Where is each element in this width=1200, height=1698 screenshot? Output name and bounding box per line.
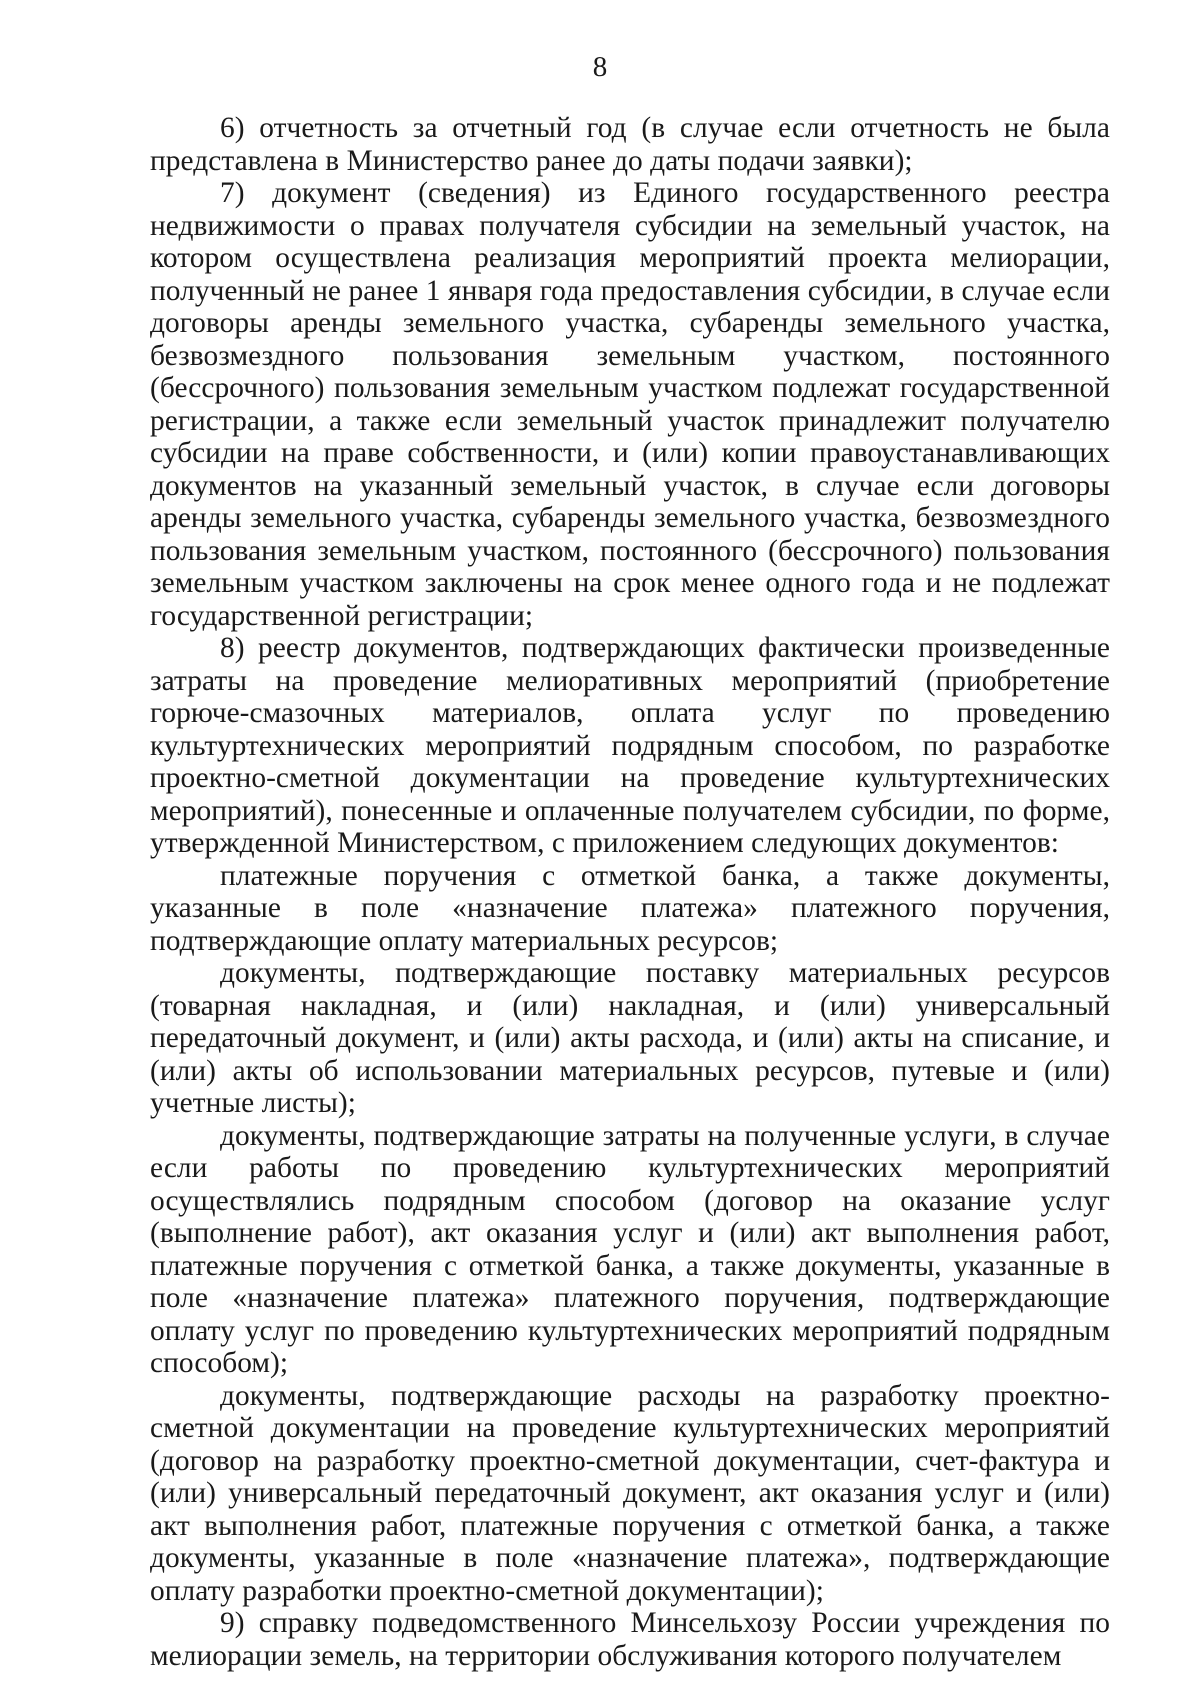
paragraph-item-9: 9) справку подведомственного Минсельхозу России учреждения по мелиорации земель, на территории обслуживания которого получателем (150, 1607, 1110, 1672)
paragraph-item-6: 6) отчетность за отчетный год (в случае если отчетность не была представлена в Министерство ранее до даты подачи заявки); (150, 112, 1110, 177)
paragraph-payment-orders: платежные поручения с отметкой банка, а также документы, указанные в поле «назначение платежа» платежного поручения, подтверждающие оплату материальных ресурсов; (150, 859, 1110, 957)
paragraph-item-8: 8) реестр документов, подтверждающих фактически произведенные затраты на проведение мелиоративных мероприятий (приобретение горюче-смазочных материалов, оплата услуг по проведению культуртехнических мероприятий подрядным способом, по разработке проектно-сметной документации на проведение культуртехнических мероприятий), понесенные и оплаченные получателем субсидии, по форме, утвержденной Министерством, с приложением следующих документов: (150, 632, 1110, 859)
paragraph-design-documents: документы, подтверждающие расходы на разработку проектно-сметной документации на проведение культуртехнических мероприятий (договор на разработку проектно-сметной документации, счет-фактура и (или) универсальный передаточный документ, акт оказания услуг и (или) акт выполнения работ, платежные поручения с отметкой банка, а также документы, указанные в поле «назначение платежа», подтверждающие оплату разработки проектно-сметной документации); (150, 1379, 1110, 1607)
paragraph-delivery-documents: документы, подтверждающие поставку материальных ресурсов (товарная накладная, и (или) накладная, и (или) универсальный передаточный документ, и (или) акты расхода, и (или) акты на списание, и (или) акты об использовании материальных ресурсов, путевые и (или) учетные листы); (150, 957, 1110, 1119)
page-number: 8 (592, 51, 608, 83)
document-body (150, 112, 1110, 1672)
paragraph-services-documents: документы, подтверждающие затраты на полученные услуги, в случае если работы по проведению культуртехнических мероприятий осуществлялись подрядным способом (договор на оказание услуг (выполнение работ), акт оказания услуг и (или) акт выполнения работ, платежные поручения с отметкой банка, а также документы, указанные в поле «назначение платежа» платежного поручения, подтверждающие оплату услуг по проведению культуртехнических мероприятий подрядным способом); (150, 1119, 1110, 1379)
paragraph-item-7: 7) документ (сведения) из Единого государственного реестра недвижимости о правах получателя субсидии на земельный участок, на котором осуществлена реализация мероприятий проекта мелиорации, полученный не ранее 1 января года предоставления субсидии, в случае если договоры аренды земельного участка, субаренды земельного участка, безвозмездного пользования земельным участком, постоянного (бессрочного) пользования земельным участком подлежат государственной регистрации, а также если земельный участок принадлежит получателю субсидии на праве собственности, и (или) копии правоустанавливающих документов на указанный земельный участок, в случае если договоры аренды земельного участка, субаренды земельного участка, безвозмездного пользования земельным участком, постоянного (бессрочного) пользования земельным участком заключены на срок менее одного года и не подлежат государственной регистрации; (150, 177, 1110, 632)
